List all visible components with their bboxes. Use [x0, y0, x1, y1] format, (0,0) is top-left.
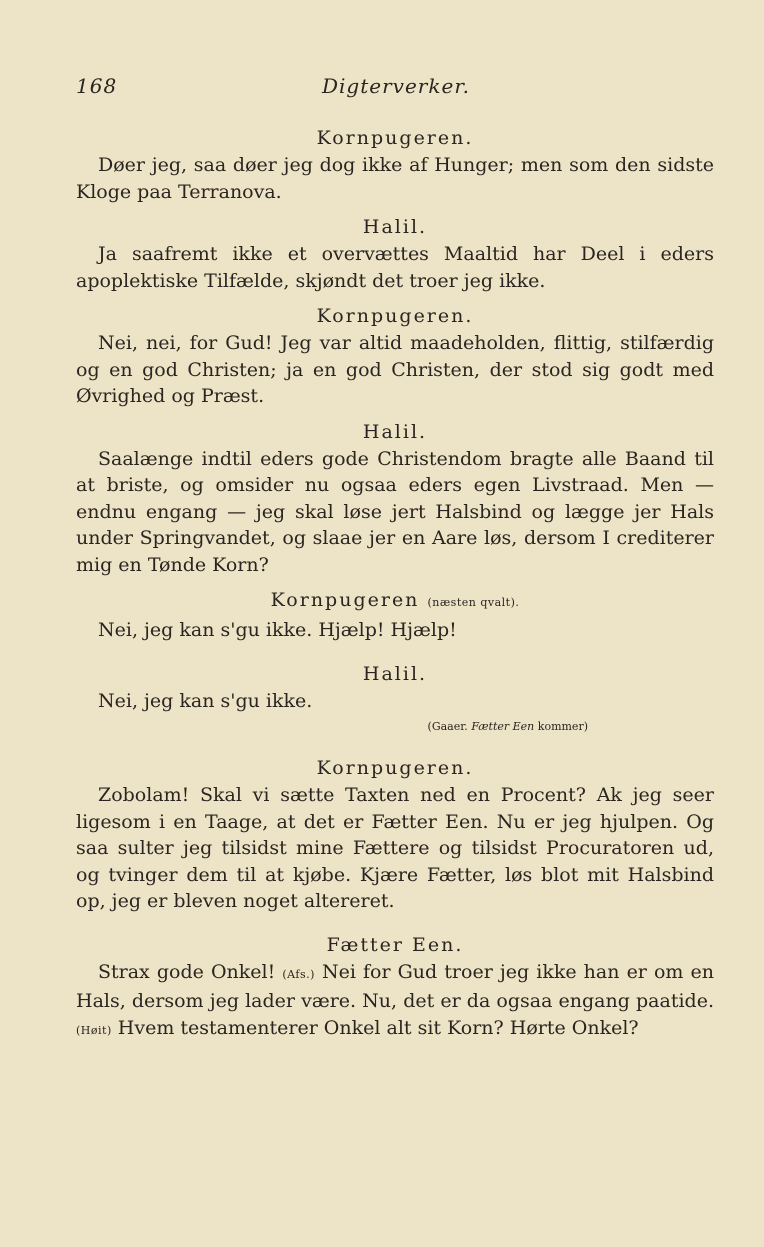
- stage-direction: (Høit): [76, 1023, 112, 1037]
- speaker-name: Kornpugeren: [270, 589, 420, 611]
- speech-part: Hvem testamenterer Onkel alt sit Korn? Hørte Onkel?: [111, 1016, 639, 1039]
- speech-text: Nei, jeg kan s'gu ikke.: [98, 689, 313, 712]
- speaker-name: Kornpugeren.: [316, 305, 474, 327]
- stage-note-character: Fætter Een: [471, 720, 535, 733]
- stage-note-suffix: kommer): [537, 720, 588, 733]
- speaker-name: Fætter Een.: [326, 933, 464, 956]
- speech-text: Døer jeg, saa døer jeg dog ikke af Hunger; men som den sidste Kloge paa Terranova.: [76, 154, 714, 203]
- speech-text: Zobolam! Skal vi sætte Taxten ned en Procent? Ak jeg seer ligesom i en Taage, at det er Fætter Een. Nu er jeg hjulpen. Og saa sulter jeg tilsidst mine Fættere og tilsidst Procuratoren ud, og tvinger dem til at kjøbe. Kjære Fætter, løs blot mit Halsbind op, jeg er bleven noget altereret.: [76, 784, 714, 912]
- speaker-name: Halil.: [362, 420, 428, 443]
- stage-direction: (næsten qvalt).: [427, 596, 520, 609]
- speech-part: Strax gode Onkel!: [98, 960, 283, 983]
- speaker-name: Halil.: [362, 216, 428, 238]
- speech-text: [76, 959, 714, 1045]
- speaker-name: Kornpugeren.: [316, 757, 474, 779]
- speech-text: Saalænge indtil eders gode Christendom bragte alle Baand til at briste, og omsider nu ogsaa eders egen Livstraad. Men — endnu engang — jeg skal løse jert Halsbind og lægge jer Hals under Springvandet, og slaae jer en Aare løs, dersom I crediterer mig en Tønde Korn?: [76, 447, 714, 576]
- running-title: Digterverker.: [322, 74, 471, 98]
- stage-note-prefix: (Gaaer.: [427, 720, 468, 733]
- stage-direction: (Afs.): [282, 967, 315, 981]
- speaker-with-direction: [76, 586, 714, 617]
- stage-note: [76, 716, 714, 738]
- speaker-name: Kornpugeren.: [316, 127, 474, 149]
- speech-text: Nei, nei, for Gud! Jeg var altid maadeholden, flittig, stilfærdig og en god Christen; ja en god Christen, der stod sig godt med Øvrighed og Præst.: [76, 332, 714, 407]
- speaker-name: Halil.: [362, 662, 428, 685]
- page-number: 168: [76, 74, 118, 98]
- page-body: [76, 124, 714, 1044]
- speech-text: Ja saafremt ikke et overvættes Maaltid har Deel i eders apoplektiske Tilfælde, skjøndt det troer jeg ikke.: [76, 243, 714, 292]
- speech-part: Nei for Gud troer jeg ikke han er om en Hals, dersom jeg lader være. Nu, det er da ogsaa engang paatide.: [76, 960, 714, 1012]
- speech-text: Nei, jeg kan s'gu ikke. Hjælp! Hjælp!: [98, 619, 457, 641]
